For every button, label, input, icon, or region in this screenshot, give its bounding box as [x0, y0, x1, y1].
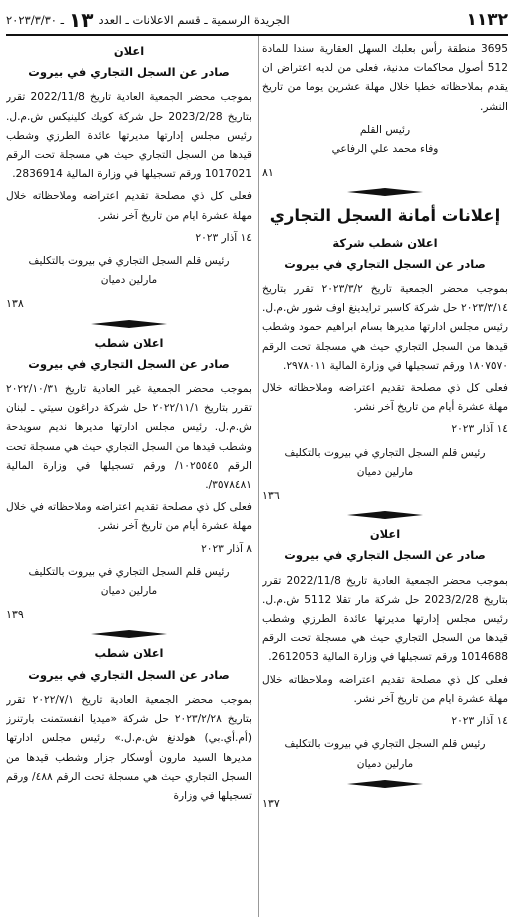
notice-body: بموجب محضر الجمعية غير العادية تاريخ ٢٠٢٢/١٠/٣١ تقرر بتاريخ ٢٠٢٢/١١/١ حل شركة دراغون سيتي ـ لبنان ش.م.ل. رئيس مجلس ادارتها مديرها نديم سويدحة وشطب قيدها من السجل التجاري حيث هي مسجلة تحت الرقم ١٠٢٥٥٤٥/ ورقم تسجيلها في وزارة المالية ٣٥٧٨٤٨١/. — [6, 383, 252, 492]
ornament-divider — [262, 511, 508, 519]
notice-objection: فعلى كل ذي مصلحة تقديم اعتراضه وملاحظاته خلال مهلة عشرة ايام من تاريخ آخر نشر. — [6, 190, 252, 222]
signer-name: مارلين دميان — [356, 757, 414, 770]
signer-title: رئيس قلم السجل التجاري في بيروت بالتكليف — [28, 565, 230, 578]
notice-140 — [6, 644, 252, 806]
notice-date: ٨ آذار ٢٠٢٣ — [201, 542, 252, 555]
notice-title: اعلان شطب — [94, 335, 164, 350]
column-divider-rule — [258, 36, 259, 917]
ornament-divider — [262, 188, 508, 196]
signer-name: وفاء محمد علي الرفاعي — [331, 143, 439, 156]
notice-title: اعلان — [113, 44, 145, 58]
notice-body: بموجب محضر الجمعية تاريخ ٢٠٢٣/٣/٢ تقرر بتاريخ ٢٠٢٣/٣/١٤ حل شركة كاسبر ترايدينغ اوف شور ش.م.ل. رئيس مجلس ادارتها مديرها بسام ابراهيم حمود وشطب قيدها من السجل التجاري حيث هي مسجلة تحت الرقم ١٨٠٧٥٧٠ ورقم تسجيلها في وزارة المالية ٢٩٧٨٠١١. — [262, 283, 508, 372]
notice-objection: فعلى كل ذي مصلحة تقديم اعتراضه وملاحظاته في خلال مهلة عشرة أيام من تاريخ آخر نشر. — [6, 501, 252, 533]
ornament-divider — [262, 780, 508, 788]
notice-title: اعلان شطب — [94, 646, 164, 661]
notice-title: اعلان شطب شركة — [332, 235, 438, 250]
notice-subtitle: صادر عن السجل التجاري في بيروت — [28, 65, 230, 80]
notice-objection: فعلى كل ذي مصلحة تقديم اعتراضه وملاحظاته خلال مهلة عشرة أيام من تاريخ آخر نشر. — [262, 382, 508, 414]
section-heading: إعلانات أمانة السجل التجاري — [269, 206, 501, 226]
page-number: ١١٣٢ — [466, 10, 508, 30]
page-header — [6, 8, 508, 36]
notice-title: اعلان — [369, 527, 401, 542]
notice-number: ١٣٩ — [6, 608, 24, 622]
notice-date: ١٤ آذار ٢٠٢٣ — [451, 423, 508, 436]
notice-137 — [262, 525, 508, 813]
issue-date: ـ ٢٠٢٣/٣/٣٠ — [6, 13, 65, 27]
left-column — [6, 40, 252, 919]
signer-title: رئيس قلم السجل التجاري في بيروت بالتكليف — [28, 255, 230, 268]
right-column — [262, 40, 508, 919]
notice-subtitle: صادر عن السجل التجاري في بيروت — [28, 667, 230, 682]
notice-subtitle: صادر عن السجل التجاري في بيروت — [28, 356, 230, 371]
issue-number: ١٣ — [69, 8, 94, 32]
publication-name: الجريدة الرسمية ـ قسم الاعلانات ـ العدد — [98, 13, 290, 27]
notice-objection: فعلى كل ذي مصلحة تقديم اعتراضه وملاحظاته خلال مهلة عشرة ايام من تاريخ آخر نشر. — [262, 673, 508, 705]
notice-number: ١٣٦ — [262, 489, 280, 503]
ornament-divider — [6, 630, 252, 638]
signer-title: رئيس القلم — [359, 123, 411, 136]
notice-139 — [6, 334, 252, 625]
notice-date: ١٤ آذار ٢٠٢٣ — [195, 231, 252, 244]
notice-body: بموجب محضر الجمعية العادية تاريخ ٢٠٢٢/٧/١ تقرر بتاريخ ٢٠٢٣/٢/٢٨ حل شركة «ميديا انفستمنت بارتنرز (أم.أي.بي) هولدنغ ش.م.ل.» رئيس مجلس ادارتها مديرها السيد مارون أوسكار جزار وشطب قيدها من السجل التجاري حيث هي مسجلة تحت الرقم ٤٨٨/ ورقم تسجيلها في وزارة — [6, 693, 252, 802]
signer-name: مارلين دميان — [100, 585, 158, 598]
notice-body: بموجب محضر الجمعية العادية تاريخ 2022/11/8 تقرر بتاريخ 2023/2/28 حل شركة مار تقلا 5112 ش.م.ل. رئيس مجلس إدارتها مديرتها عائدة الطرزي وشطب قيدها من السجل التجاري حيث هي مسجلة تحت الرقم 1014688 ورقم تسجيلها في وزارة المالية 2612053. — [262, 574, 508, 664]
notice-136 — [262, 234, 508, 506]
signer-title: رئيس قلم السجل التجاري في بيروت بالتكليف — [284, 446, 486, 459]
notice-date: ١٤ آذار ٢٠٢٣ — [451, 715, 508, 728]
notice-138 — [6, 42, 252, 314]
signer-title: رئيس قلم السجل التجاري في بيروت بالتكليف — [284, 738, 486, 751]
notice-81 — [262, 40, 508, 182]
signer-name: مارلين دميان — [356, 465, 414, 478]
notice-subtitle: صادر عن السجل التجاري في بيروت — [284, 548, 486, 563]
notice-number: ١٣٧ — [262, 796, 280, 810]
header-title — [6, 8, 290, 32]
notice-subtitle: صادر عن السجل التجاري في بيروت — [284, 256, 486, 271]
notice-number: ١٣٨ — [6, 297, 24, 311]
ornament-divider — [6, 320, 252, 328]
signer-name: مارلين دميان — [100, 274, 158, 287]
notice-body: بموجب محضر الجمعية العادية تاريخ 2022/11/8 تقرر بتاريخ 2023/2/28 حل شركة كويك كلينيكس ش.م.ل. رئيس مجلس إدارتها مديرتها عائدة الطرزي وشطب قيدها من السجل التجاري حيث هي مسجلة تحت الرقم 1017021 ورقم تسجيلها في وزارة المالية 2836914. — [6, 91, 252, 181]
notice-body: 3695 منطقة رأس بعلبك السهل العقارية سندا للمادة 512 أصول محاكمات مدنية، فعلى من لديه اعتراض ان يقدم بملاحظاته خطيا خلال مهلة عشرين يوما من تاريخ النشر. — [262, 43, 508, 113]
notice-number: ٨١ — [262, 166, 274, 180]
